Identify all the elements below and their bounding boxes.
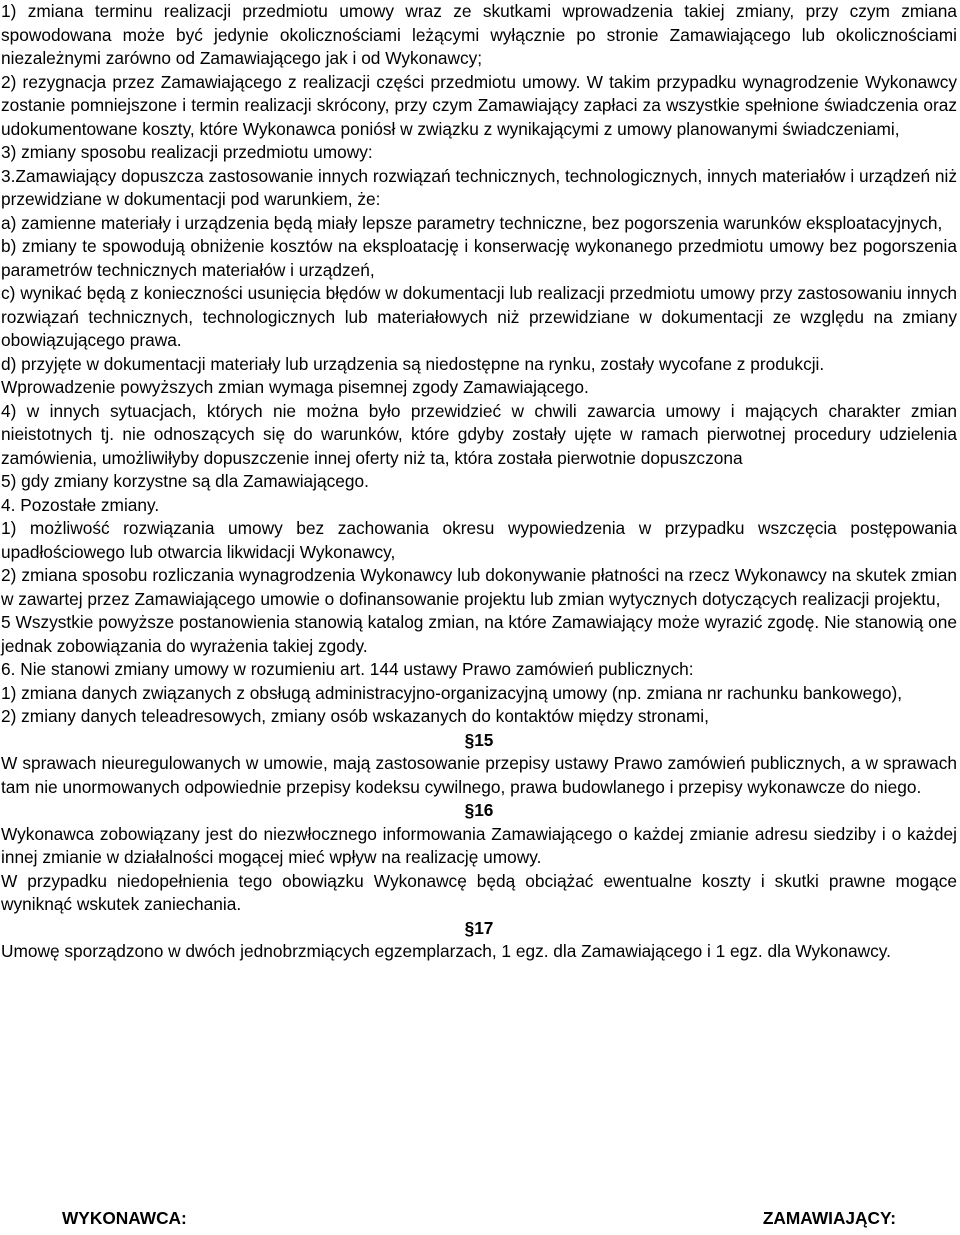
- section-16-text-2: W przypadku niedopełnienia tego obowiązku Wykonawcę będą obciążać ewentualne koszty i skutki prawne mogące wyniknąć wskutek zaniechania.: [1, 870, 957, 914]
- section-15-heading: §15: [464, 729, 494, 750]
- condition-a: a) zamienne materiały i urządzenia będą miały lepsze parametry techniczne, bez pogorszenia warunków eksploatacyjnych,: [1, 212, 943, 233]
- other-change-1-termination: 1) możliwość rozwiązania umowy bez zachowania okresu wypowiedzenia w przypadku wszczęcia postępowania upadłościowego lub otwarcia likwidacji Wykonawcy,: [1, 518, 957, 562]
- section-16-text-1: Wykonawca zobowiązany jest do niezwłocznego informowania Zamawiającego o każdej zmianie adresu siedziby i o każdej innej zmianie w działalności mogącej mieć wpływ na realizację umowy.: [1, 823, 957, 867]
- section-16-heading: §16: [464, 800, 494, 820]
- section-4-other-changes: 4. Pozostałe zmiany.: [1, 494, 160, 515]
- clause-4-other-situations: 4) w innych sytuacjach, których nie można było przewidzieć w chwili zawarcia umowy i mających charakter zmian nieistotnych tj. nie odnoszących się do warunków, które gdyby zostały ujęte w ramach pierwotnej procedury udzielenia zamówienia, umożliwiłyby dopuszczenie innej oferty niż ta, która została pierwotnie dopuszczona: [1, 400, 957, 468]
- clause-3-method-change: 3) zmiany sposobu realizacji przedmiotu umowy:: [1, 142, 373, 162]
- condition-c: c) wynikać będą z konieczności usunięcia błędów w dokumentacji lub realizacji przedmiotu umowy przy zastosowaniu innych rozwiązań technicznych, technologicznych lub materiałowych niż przewidziane w dokumentacji ze względu na zmiany obowiązującego prawa.: [1, 283, 957, 350]
- contractor-signature-label: WYKONAWCA:: [62, 1208, 187, 1228]
- section-17-heading: §17: [464, 917, 494, 938]
- condition-d: d) przyjęte w dokumentacji materiały lub urządzenia są niedostępne na rynku, zostały wycofane z produkcji.: [1, 353, 825, 374]
- section-5-catalog-of-changes: 5 Wszystkie powyższe postanowienia stanowią katalog zmian, na które Zamawiający może wyrazić zgodę. Nie stanowią one jednak zobowiązania do wyrażenia takiej zgody.: [1, 612, 957, 656]
- clause-5-beneficial-changes: 5) gdy zmiany korzystne są dla Zamawiającego.: [1, 471, 369, 491]
- section-17-text: Umowę sporządzono w dwóch jednobrzmiących egzemplarzach, 1 egz. dla Zamawiającego i 1 egz. dla Wykonawcy.: [1, 941, 891, 961]
- clause-1-change-of-deadline: 1) zmiana terminu realizacji przedmiotu umowy wraz ze skutkami wprowadzenia takiej zmiany, przy czym zmiana spowodowana może być jedynie okolicznościami leżącymi wyłącznie po stronie Zamawiającego lub okolicznościami niezależnymi zarówno od Zamawiającego jak i od Wykonawcy;: [1, 1, 957, 68]
- clause-3-alternative-solutions: 3.Zamawiający dopuszcza zastosowanie innych rozwiązań technicznych, technologicznych, innych materiałów i urządzeń niż przewidziane w dokumentacji pod warunkiem, że:: [1, 165, 957, 209]
- condition-b: b) zmiany te spowodują obniżenie kosztów na eksploatację i konserwację wykonanego przedmiotu umowy bez pogorszenia parametrów technicznych materiałów i urządzeń,: [1, 236, 957, 280]
- written-consent-note: Wprowadzenie powyższych zmian wymaga pisemnej zgody Zamawiającego.: [1, 377, 589, 397]
- not-a-change-2-contact-data: 2) zmiany danych teleadresowych, zmiany osób wskazanych do kontaktów między stronami,: [1, 706, 709, 726]
- section-6-not-a-change: 6. Nie stanowi zmiany umowy w rozumieniu art. 144 ustawy Prawo zamówień publicznych:: [1, 659, 694, 679]
- document-body: [1, 0, 957, 964]
- section-15-text: W sprawach nieuregulowanych w umowie, mają zastosowanie przepisy ustawy Prawo zamówień publicznych, a w sprawach tam nie unormowanych odpowiednie przepisy kodeksu cywilnego, prawa budowlanego i przepisy wykonawcze do niego.: [1, 753, 957, 797]
- signature-block: [0, 1207, 956, 1233]
- clause-2-resignation: 2) rezygnacja przez Zamawiającego z realizacji części przedmiotu umowy. W takim przypadku wynagrodzenie Wykonawcy zostanie pomniejszone i termin realizacji skrócony, przy czym Zamawiający zapłaci za wszystkie spełnione świadczenia oraz udokumentowane koszty, które Wykonawca poniósł w związku z wynikającymi z umowy planowanymi świadczeniami,: [1, 71, 957, 139]
- other-change-2-settlement: 2) zmiana sposobu rozliczania wynagrodzenia Wykonawcy lub dokonywanie płatności na rzecz Wykonawcy na skutek zmian w zawartej przez Zamawiającego umowie o dofinansowanie projektu lub zmian wytycznych dotyczących realizacji projektu,: [1, 565, 957, 609]
- not-a-change-1-admin-data: 1) zmiana danych związanych z obsługą administracyjno-organizacyjną umowy (np. zmiana nr rachunku bankowego),: [1, 682, 902, 703]
- employer-signature-label: ZAMAWIAJĄCY:: [762, 1208, 896, 1228]
